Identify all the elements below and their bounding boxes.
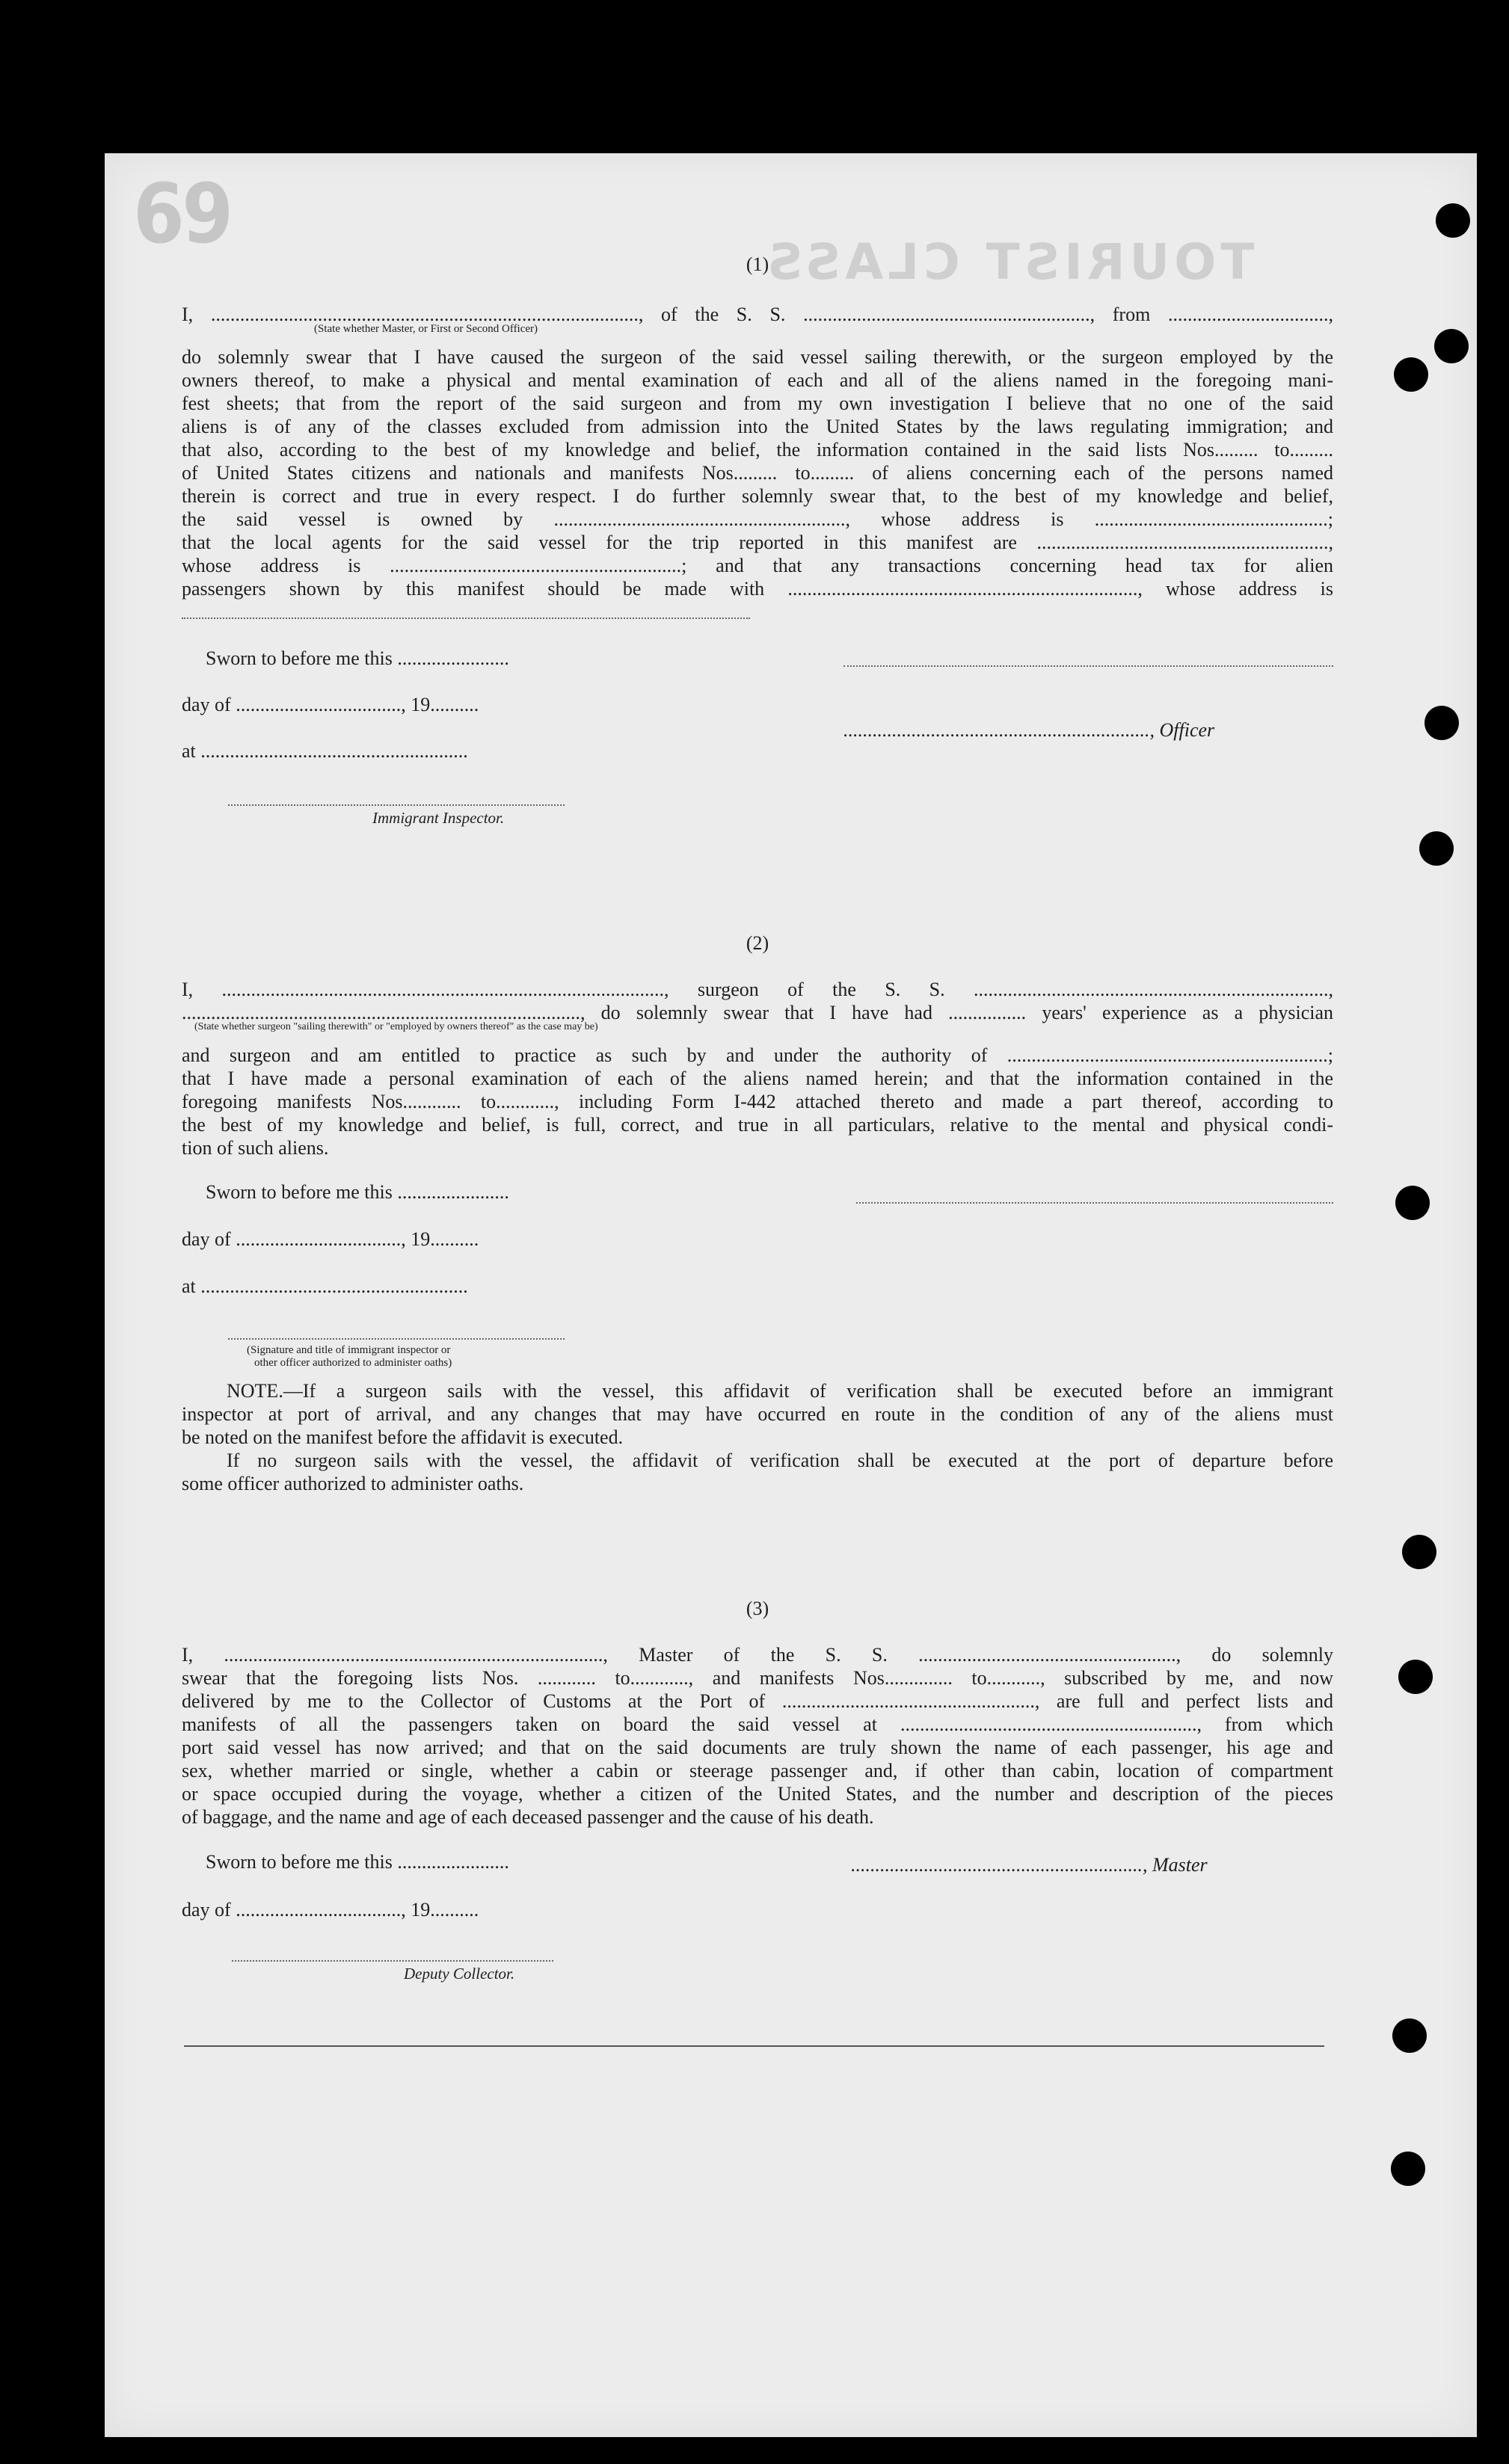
note-line: be noted on the manifest before the affidavit is executed. xyxy=(182,1426,624,1448)
punch-hole xyxy=(1434,329,1469,363)
section-1-line: do solemnly swear that I have caused the surgeon of the said vessel sailing therewith, or the surgeon employed by the xyxy=(182,346,1333,368)
section-2-line: I, ..........................................................................................., surgeon of the S. S. ........................................................................., xyxy=(182,979,1333,1000)
note-line: some officer authorized to administer oaths. xyxy=(182,1473,524,1494)
signature-note: (Signature and title of immigrant inspector or xyxy=(247,1344,451,1356)
inspector-signature-line xyxy=(228,804,565,806)
section-2-line: tion of such aliens. xyxy=(182,1137,329,1159)
punch-hole xyxy=(1395,1186,1430,1220)
section-1-line: I, ........................................................................................, of the S. S. ..........................................................., from ................................., xyxy=(182,304,1333,325)
sworn-line: Sworn to before me this ....................... xyxy=(206,647,509,669)
page-number-stamp: 69 xyxy=(133,166,231,262)
bottom-rule xyxy=(184,2045,1324,2047)
section-2-line: that I have made a personal examination of each of the aliens named herein; and that the information contained in the xyxy=(182,1068,1333,1089)
section-2-number: (2) xyxy=(746,932,769,954)
section-1-number: (1) xyxy=(746,253,769,275)
punch-hole xyxy=(1402,1535,1436,1569)
collector-title: Deputy Collector. xyxy=(404,1965,515,1983)
punch-hole xyxy=(1391,2152,1425,2186)
section-1-note: (State whether Master, or First or Second Officer) xyxy=(314,323,538,335)
officer-signature-line xyxy=(843,665,1333,667)
day-line: day of .................................., 19.......... xyxy=(182,1228,479,1250)
note-line: inspector at port of arrival, and any changes that may have occurred en route in the condition of any of the aliens must xyxy=(182,1403,1333,1425)
section-3-line: manifests of all the passengers taken on board the said vessel at ............................................................., from which xyxy=(182,1713,1333,1735)
section-3-line: I, .............................................................................., Master of the S. S. ....................................................., do solemnly xyxy=(182,1644,1333,1666)
day-line: day of .................................., 19.......... xyxy=(182,694,479,715)
at-line: at ....................................................... xyxy=(182,1275,468,1297)
section-1-line: the said vessel is owned by ............................................................, whose address is ................................................; xyxy=(182,508,1333,530)
section-3-line: or space occupied during the voyage, whether a citizen of the United States, and the number and description of the pieces xyxy=(182,1783,1333,1805)
sworn-line: Sworn to before me this ....................... xyxy=(206,1851,509,1873)
section-1-line: fest sheets; that from the report of the said surgeon and from my own investigation I believe that no one of the said xyxy=(182,392,1333,414)
day-line: day of .................................., 19.......... xyxy=(182,1899,479,1921)
at-line: at ....................................................... xyxy=(182,740,468,762)
punch-hole xyxy=(1419,831,1454,866)
section-2-line: foregoing manifests Nos............ to............, including Form I-442 attached thereto and made a part thereof, according to xyxy=(182,1091,1333,1112)
punch-hole xyxy=(1394,357,1428,392)
section-2-line: the best of my knowledge and belief, is full, correct, and true in all particulars, relative to the mental and physical condi- xyxy=(182,1114,1333,1136)
section-3-line: delivered by me to the Collector of Customs at the Port of ...................................................., are full and perfect lists and xyxy=(182,1690,1333,1712)
section-2-line: .................................................................................., do solemnly swear that I have had ................ years' experience as a physician xyxy=(182,1002,1333,1023)
section-2-line: and surgeon and am entitled to practice as such by and under the authority of ..................................................................; xyxy=(182,1044,1333,1066)
section-3-number: (3) xyxy=(746,1598,769,1619)
section-3-line: sex, whether married or single, whether a cabin or steerage passenger and, if other than cabin, location of compartment xyxy=(182,1760,1333,1781)
surgeon-signature-line xyxy=(856,1202,1333,1204)
officer-line: ..............................................................., Officer xyxy=(843,719,1215,741)
master-line: ............................................................, Master xyxy=(851,1854,1208,1876)
section-3-line: swear that the foregoing lists Nos. ............ to............, and manifests Nos.............. to..........., subscribed by me, and now xyxy=(182,1667,1333,1689)
sworn-line: Sworn to before me this ....................... xyxy=(206,1181,509,1203)
section-2-note: (State whether surgeon "sailing therewith" or "employed by owners thereof" as the case may be) xyxy=(194,1021,598,1032)
inspector-signature-line xyxy=(228,1338,565,1340)
section-1-line: aliens is of any of the classes excluded from admission into the United States by the laws regulating immigration; and xyxy=(182,416,1333,437)
punch-hole xyxy=(1425,706,1459,740)
inspector-title: Immigrant Inspector. xyxy=(372,809,505,827)
note-line: If no surgeon sails with the vessel, the affidavit of verification shall be executed at the port of departure before xyxy=(227,1450,1333,1471)
section-1-line: of United States citizens and nationals and manifests Nos......... to......... of aliens concerning each of the persons named xyxy=(182,462,1333,484)
punch-hole xyxy=(1436,203,1470,238)
bleed-through-text: TOURIST CLASS xyxy=(763,233,1255,291)
punch-hole xyxy=(1398,1660,1433,1694)
section-1-line: therein is correct and true in every respect. I do further solemnly swear that, to the best of my knowledge and belief, xyxy=(182,485,1333,507)
punch-hole xyxy=(1392,2018,1427,2053)
continuation-dotted-line xyxy=(182,617,750,619)
signature-note: other officer authorized to administer oaths) xyxy=(254,1357,452,1369)
section-1-line: owners thereof, to make a physical and mental examination of each and all of the aliens named in the foregoing mani- xyxy=(182,369,1333,391)
section-1-line: that the local agents for the said vessel for the trip reported in this manifest are ............................................................, xyxy=(182,532,1333,553)
section-1-line: passengers shown by this manifest should be made with ........................................................................, whose address is xyxy=(182,578,1333,600)
section-1-line: whose address is ............................................................; and that any transactions concerning head tax for alien xyxy=(182,555,1333,576)
collector-signature-line xyxy=(232,1960,553,1962)
section-1-line: that also, according to the best of my knowledge and belief, the information contained in the said lists Nos......... to......... xyxy=(182,439,1333,461)
section-3-line: port said vessel has now arrived; and that on the said documents are truly shown the name of each passenger, his age and xyxy=(182,1737,1333,1758)
note-line: NOTE.—If a surgeon sails with the vessel, this affidavit of verification shall be executed before an immigrant xyxy=(227,1380,1333,1402)
section-3-line: of baggage, and the name and age of each deceased passenger and the cause of his death. xyxy=(182,1806,874,1828)
